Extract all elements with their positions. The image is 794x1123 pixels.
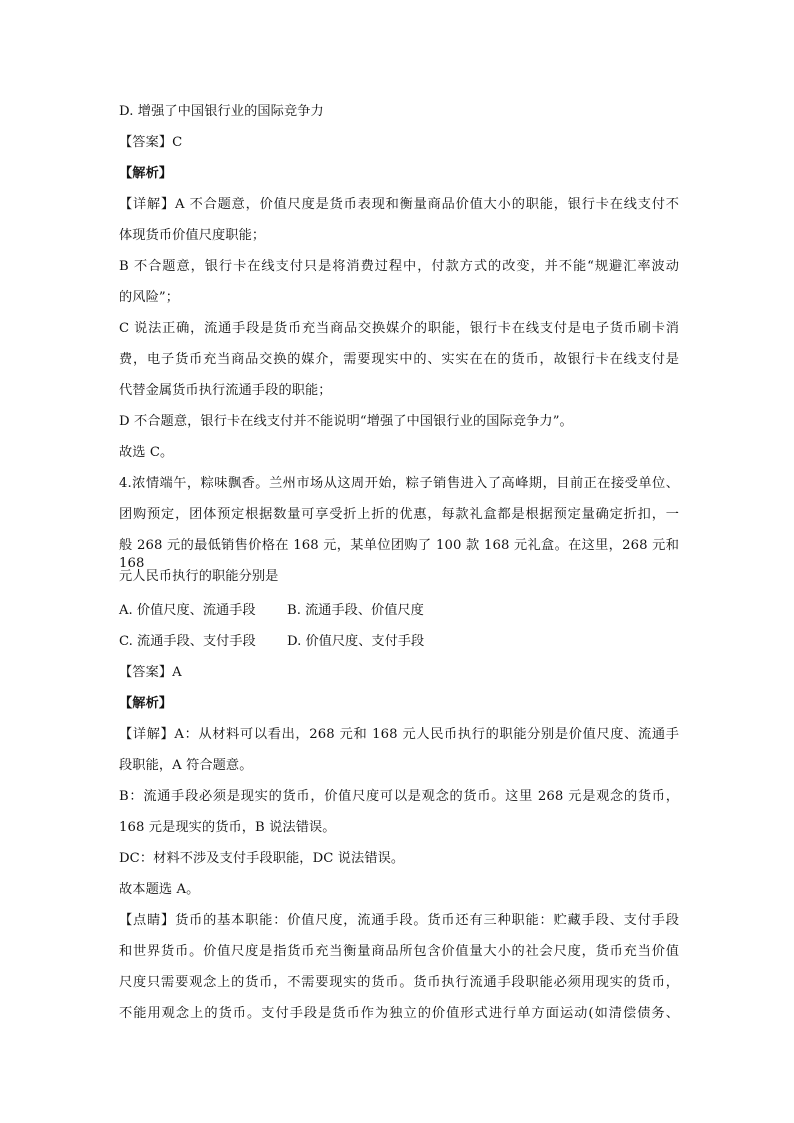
tip-line: 【点睛】货币的基本职能：价值尺度，流通手段。货币还有三种职能：贮藏手段、支付手段 [119, 913, 679, 928]
explanation-line: 【详解】A：从材料可以看出，268 元和 168 元人民币执行的职能分别是价值尺度、流通手 [119, 727, 679, 742]
analysis-heading: 【解析】 [119, 696, 173, 711]
analysis-heading-prev: 【解析】 [119, 166, 173, 181]
explanation-line: 【详解】A 不合题意，价值尺度是货币表现和衡量商品价值大小的职能，银行卡在线支付不 [119, 197, 679, 212]
conclusion-line: 故本题选 A。 [119, 882, 200, 897]
question-4-text: 团购预定，团体预定根据数量可享受折上折的优惠，每款礼盒都是根据预定量确定折扣，一 [119, 507, 679, 522]
explanation-line: 的风险”； [119, 290, 179, 305]
explanation-line: D 不合题意，银行卡在线支付并不能说明“增强了中国银行业的国际竞争力”。 [119, 414, 573, 429]
explanation-line: 代替金属货币执行流通手段的职能； [119, 383, 332, 398]
explanation-line: C 说法正确，流通手段是货币充当商品交换媒介的职能，银行卡在线支付是电子货币刷卡消 [119, 321, 679, 336]
tip-line: 尺度只需要观念上的货币，不需要现实的货币。货币执行流通手段职能必须用现实的货币， [119, 975, 679, 990]
option-b: B. 流通手段、价值尺度 [287, 603, 424, 618]
explanation-line: 费，电子货币充当商品交换的媒介，需要现实中的、实实在在的货币，故银行卡在线支付是 [119, 352, 679, 367]
explanation-line: 段职能，A 符合题意。 [119, 758, 253, 773]
question-4-text: 元人民币执行的职能分别是 [119, 569, 279, 584]
question-4-text: 4.浓情端午，粽味飘香。兰州市场从这周开始，粽子销售进入了高峰期，目前正在接受单位、 [119, 476, 679, 491]
conclusion-line: 故选 C。 [119, 445, 174, 460]
answer-label: 【答案】A [119, 665, 182, 680]
explanation-line: B 不合题意，银行卡在线支付只是将消费过程中，付款方式的改变，并不能“规避汇率波动 [119, 259, 679, 274]
question-4-text: 般 268 元的最低销售价格在 168 元，某单位团购了 100 款 168 元礼盒。在这里，268 元和 168 [119, 538, 679, 571]
option-d-prev: D. 增强了中国银行业的国际竞争力 [119, 104, 324, 119]
option-d: D. 价值尺度、支付手段 [287, 634, 425, 649]
option-a: A. 价值尺度、流通手段 [119, 603, 256, 618]
tip-line: 不能用观念上的货币。支付手段是货币作为独立的价值形式进行单方面运动(如清偿债务、 [119, 1006, 679, 1021]
explanation-line: 168 元是现实的货币，B 说法错误。 [119, 820, 336, 835]
explanation-line: 体现货币价值尺度职能； [119, 228, 266, 243]
explanation-line: B：流通手段必须是现实的货币，价值尺度可以是观念的货币。这里 268 元是观念的货币， [119, 789, 679, 804]
tip-line: 和世界货币。价值尺度是指货币充当衡量商品所包含价值量大小的社会尺度，货币充当价值 [119, 944, 679, 959]
explanation-line: DC：材料不涉及支付手段职能，DC 说法错误。 [119, 851, 405, 866]
option-c: C. 流通手段、支付手段 [119, 634, 256, 649]
answer-label-prev: 【答案】C [119, 135, 183, 150]
